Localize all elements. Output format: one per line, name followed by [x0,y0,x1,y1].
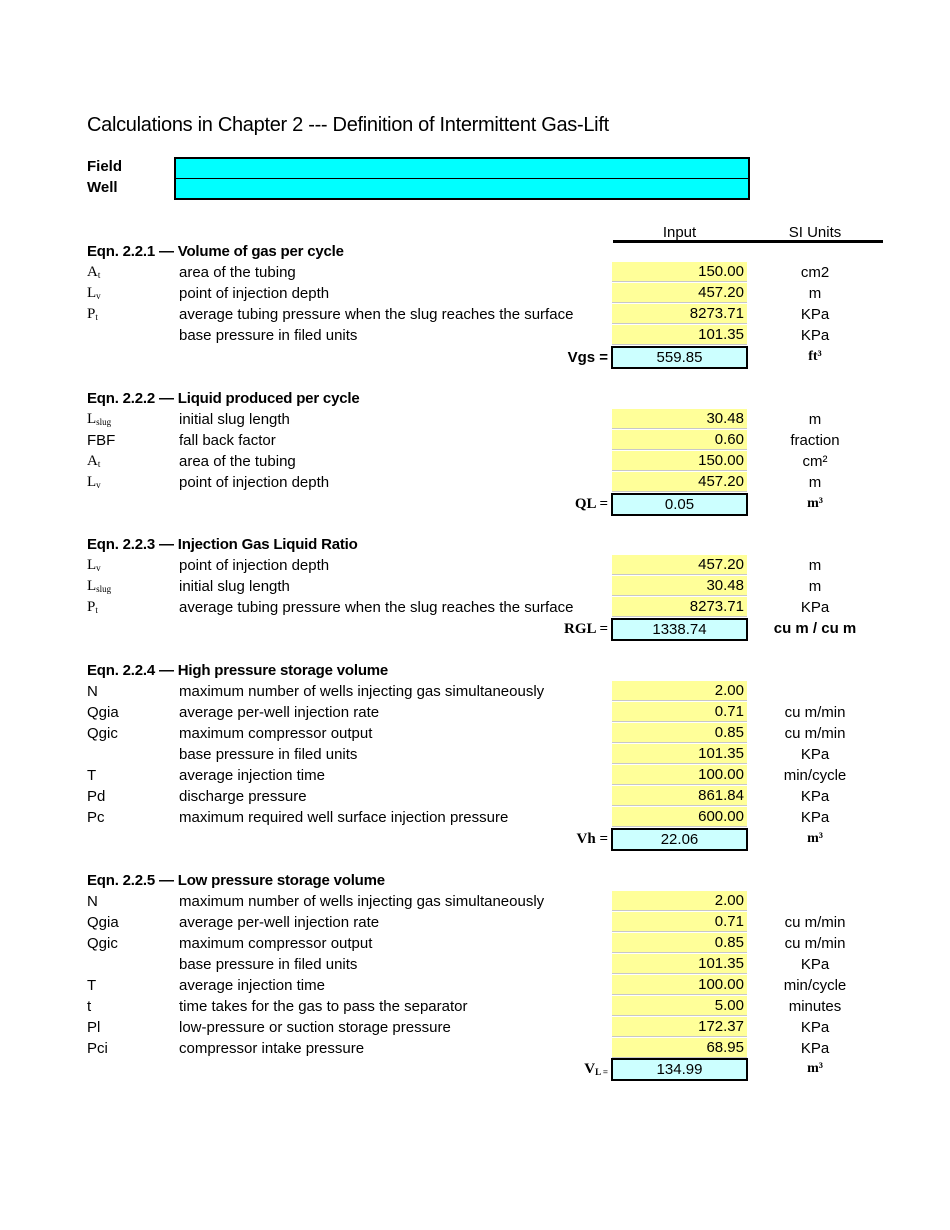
input-cell[interactable]: 150.00 [612,451,747,471]
result-cell-ql: 0.05 [611,493,748,516]
unit-label: cu m/min [784,704,846,721]
unit-label: KPa [800,1040,830,1057]
param-description: maximum required well surface injection pressure [179,809,509,826]
units-column-header: SI Units [788,224,842,241]
param-description: average per-well injection rate [179,704,380,721]
input-cell[interactable]: 600.00 [612,807,747,827]
symbol-T: T [87,977,97,994]
symbol-Lv: $L_v$ [87,557,101,573]
eqn-2-2-4-title: Eqn. 2.2.4 — High pressure storage volume [87,662,389,679]
result-cell-vh: 22.06 [611,828,748,851]
symbol-Lslug: $L_{slug}$ [87,578,112,594]
input-cell[interactable]: 30.48 [612,576,747,596]
symbol-Qgic: Qgic [87,725,118,742]
page-title: Calculations in Chapter 2 --- Definition of Intermittent Gas-Lift [87,114,609,136]
unit-label: m [808,578,822,595]
symbol-T: T [87,767,97,784]
result-cell-vl: 134.99 [611,1058,748,1081]
unit-label: cu m/min [784,914,846,931]
unit-label: min/cycle [783,767,847,784]
param-description: average per-well injection rate [179,914,380,931]
unit-label: cm2 [800,264,830,281]
unit-label: cu m/min [784,935,846,952]
result-label-ql: QL = [574,496,608,512]
unit-label: cu m/min [784,725,846,742]
input-cell[interactable]: 101.35 [612,744,747,764]
result-unit: m³ [807,1061,823,1076]
input-cell[interactable]: 861.84 [612,786,747,806]
symbol-Pt: $P_t$ [87,306,98,322]
input-cell[interactable]: 0.71 [612,702,747,722]
param-description: average injection time [179,977,325,994]
symbol-FBF: FBF [87,432,116,449]
input-cell[interactable]: 150.00 [612,262,747,282]
param-description: fall back factor [179,432,276,449]
unit-label: cm² [802,453,828,470]
eqn-2-2-5-title: Eqn. 2.2.5 — Low pressure storage volume [87,872,385,889]
param-description: maximum number of wells injecting gas simultaneously [179,893,545,910]
symbol-t: t [87,998,92,1015]
symbol-Pd: Pd [87,788,106,805]
param-description: initial slug length [179,578,290,595]
unit-label: KPa [800,809,830,826]
param-description: point of injection depth [179,285,330,302]
input-column-header: Input [662,224,697,241]
param-description: discharge pressure [179,788,307,805]
input-cell[interactable]: 8273.71 [612,597,747,617]
symbol-N: N [87,893,98,910]
field-label: Field [87,158,123,175]
input-cell[interactable]: 30.48 [612,409,747,429]
unit-label: KPa [800,788,830,805]
param-description: point of injection depth [179,557,330,574]
unit-label: KPa [800,327,830,344]
unit-label: KPa [800,306,830,323]
param-description: average tubing pressure when the slug reaches the surface [179,306,574,323]
result-label-vgs: Vgs = [567,349,608,366]
symbol-Lv: $L_v$ [87,285,101,301]
eqn-2-2-3-title: Eqn. 2.2.3 — Injection Gas Liquid Ratio [87,536,358,553]
result-label-vl: $V_{L =}$ [584,1061,608,1077]
unit-label: m [808,285,822,302]
symbol-Qgia: Qgia [87,704,119,721]
input-cell[interactable]: 172.37 [612,1017,747,1037]
param-description: base pressure in filed units [179,746,358,763]
unit-label: minutes [788,998,842,1015]
param-description: average injection time [179,767,325,784]
column-header-rule [613,240,883,243]
result-unit: m³ [807,496,823,511]
symbol-Lv: $L_v$ [87,474,101,490]
unit-label: min/cycle [783,977,847,994]
unit-label: KPa [800,1019,830,1036]
param-description: area of the tubing [179,453,296,470]
param-description: maximum number of wells injecting gas simultaneously [179,683,545,700]
input-cell[interactable]: 0.85 [612,723,747,743]
param-description: maximum compressor output [179,725,373,742]
param-description: initial slug length [179,411,290,428]
input-cell[interactable]: 2.00 [612,681,747,701]
param-description: compressor intake pressure [179,1040,365,1057]
unit-label: KPa [800,746,830,763]
param-description: area of the tubing [179,264,296,281]
input-cell[interactable]: 2.00 [612,891,747,911]
symbol-Pl: Pl [87,1019,101,1036]
eqn-2-2-2-title: Eqn. 2.2.2 — Liquid produced per cycle [87,390,360,407]
param-description: point of injection depth [179,474,330,491]
well-input[interactable] [174,178,750,200]
symbol-Pci: Pci [87,1040,108,1057]
unit-label: fraction [790,432,840,449]
input-cell[interactable]: 0.60 [612,430,747,450]
symbol-At: $A_t$ [87,264,101,280]
symbol-Qgia: Qgia [87,914,119,931]
input-cell[interactable]: 101.35 [612,954,747,974]
param-description: average tubing pressure when the slug reaches the surface [179,599,574,616]
result-label-rgl: RGL = [564,621,608,637]
input-cell[interactable]: 100.00 [612,765,747,785]
input-cell[interactable]: 5.00 [612,996,747,1016]
param-description: base pressure in filed units [179,956,358,973]
result-cell-vgs: 559.85 [611,346,748,369]
unit-label: m [808,411,822,428]
input-cell[interactable]: 0.71 [612,912,747,932]
param-description: base pressure in filed units [179,327,358,344]
result-cell-rgl: 1338.74 [611,618,748,641]
well-label: Well [87,179,118,196]
input-cell[interactable]: 0.85 [612,933,747,953]
symbol-At: $A_t$ [87,453,101,469]
symbol-Pc: Pc [87,809,105,826]
input-cell[interactable]: 100.00 [612,975,747,995]
input-cell[interactable]: 101.35 [612,325,747,345]
symbol-Qgic: Qgic [87,935,118,952]
symbol-Pt: $P_t$ [87,599,98,615]
input-cell[interactable]: 457.20 [612,472,747,492]
input-cell[interactable]: 8273.71 [612,304,747,324]
input-cell[interactable]: 68.95 [612,1038,747,1058]
unit-label: m [808,557,822,574]
result-unit: cu m / cu m [773,620,857,637]
field-input[interactable] [174,157,750,180]
symbol-Lslug: $L_{slug}$ [87,411,112,427]
param-description: time takes for the gas to pass the separator [179,998,468,1015]
eqn-2-2-1-title: Eqn. 2.2.1 — Volume of gas per cycle [87,243,344,260]
symbol-N: N [87,683,98,700]
result-unit: m³ [807,831,823,846]
input-cell[interactable]: 457.20 [612,283,747,303]
result-label-vh: Vh = [576,831,608,847]
result-unit: ft³ [808,349,822,364]
input-cell[interactable]: 457.20 [612,555,747,575]
param-description: maximum compressor output [179,935,373,952]
param-description: low-pressure or suction storage pressure [179,1019,451,1036]
unit-label: KPa [800,599,830,616]
unit-label: KPa [800,956,830,973]
unit-label: m [808,474,822,491]
